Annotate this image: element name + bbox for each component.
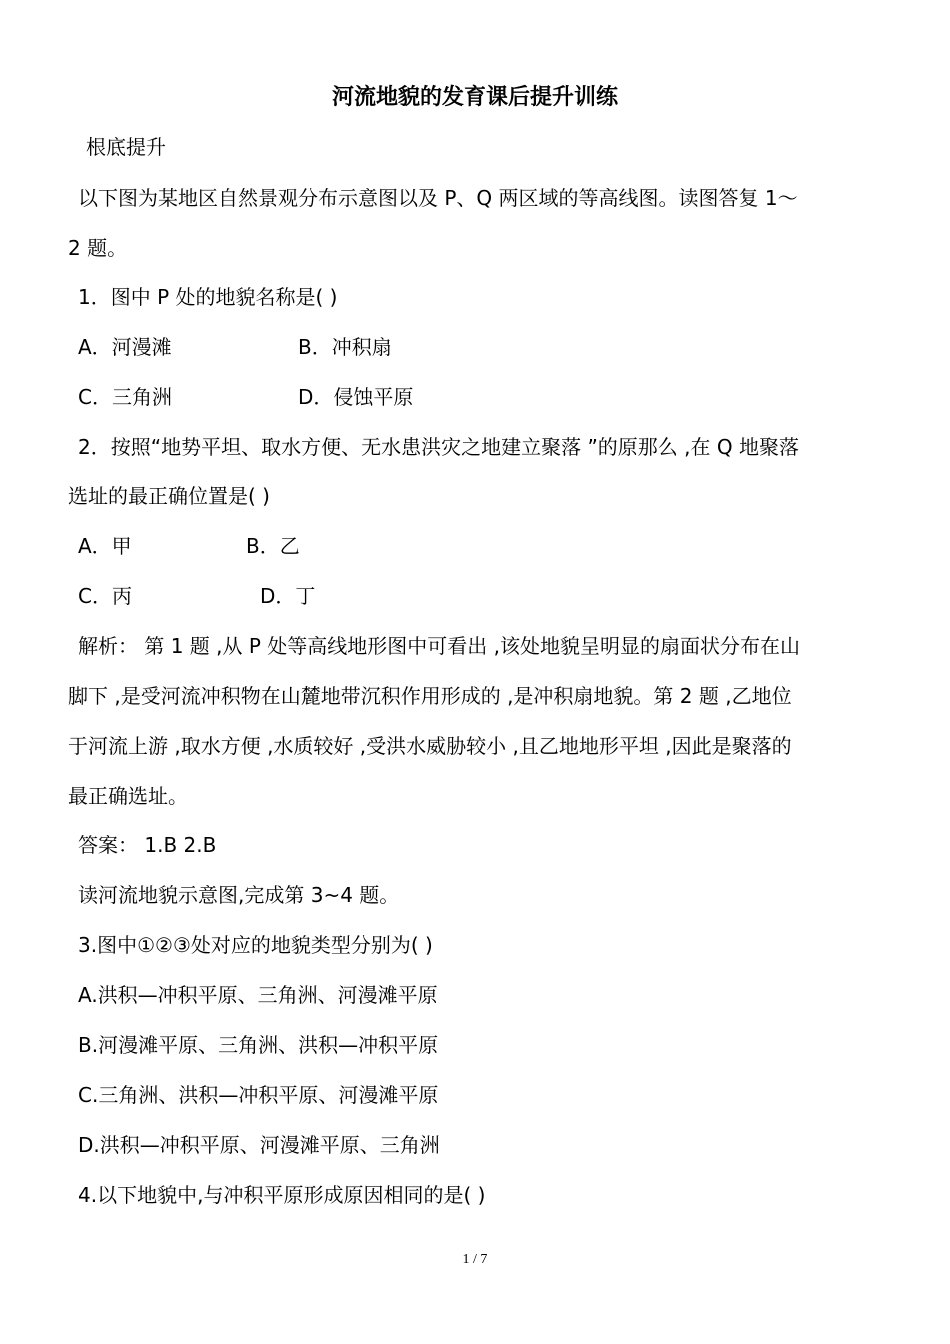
question-3-stem: 3.图中①②③处对应的地貌类型分别为( ) — [78, 933, 433, 957]
question-2-option-b: B．乙 — [246, 534, 300, 558]
analysis-line-1: 解析： 第 1 题 ,从 P 处等高线地形图中可看出 ,该处地貌呈明显的扇面状分布在山 — [78, 634, 801, 658]
question-2-stem-line-1: 2．按照“地势平坦、取水方便、无水患洪灾之地建立聚落 ”的原那么 ,在 Q 地聚落 — [78, 435, 799, 459]
question-1-option-c: C．三角洲 — [78, 385, 172, 409]
question-3-option-a: A.洪积—冲积平原、三角洲、河漫滩平原 — [78, 983, 438, 1007]
question-1-option-d: D．侵蚀平原 — [298, 385, 414, 409]
intro-paragraph-line-1: 以下图为某地区自然景观分布示意图以及 P、Q 两区域的等高线图。读图答复 1～ — [78, 186, 798, 210]
question-1-option-b: B．冲积扇 — [298, 335, 392, 359]
question-1-option-a: A．河漫滩 — [78, 335, 172, 359]
answer-line: 答案： 1.B 2.B — [78, 833, 217, 857]
intro-paragraph-line-2: 2 题。 — [68, 236, 128, 260]
intro-paragraph-2: 读河流地貌示意图,完成第 3~4 题。 — [78, 883, 400, 907]
analysis-line-3: 于河流上游 ,取水方便 ,水质较好 ,受洪水威胁较小 ,且乙地地形平坦 ,因此是聚落的 — [68, 734, 792, 758]
question-2-option-a: A．甲 — [78, 534, 132, 558]
question-1-stem: 1．图中 P 处的地貌名称是( ) — [78, 285, 338, 309]
question-2-stem-line-2: 选址的最正确位置是( ) — [68, 484, 270, 508]
question-3-option-d: D.洪积—冲积平原、河漫滩平原、三角洲 — [78, 1133, 440, 1157]
question-3-option-c: C.三角洲、洪积—冲积平原、河漫滩平原 — [78, 1083, 439, 1107]
document-title: 河流地貌的发育课后提升训练 — [331, 85, 618, 110]
question-3-option-b: B.河漫滩平原、三角洲、洪积—冲积平原 — [78, 1033, 439, 1057]
analysis-line-4: 最正确选址。 — [68, 784, 188, 808]
question-4-stem: 4.以下地貌中,与冲积平原形成原因相同的是( ) — [78, 1183, 486, 1207]
question-2-option-d: D．丁 — [260, 584, 316, 608]
question-2-options-row-2 — [78, 581, 316, 611]
question-2-option-c: C．丙 — [78, 584, 132, 608]
section-heading: 根底提升 — [86, 135, 166, 159]
question-2-options-row-1 — [78, 531, 300, 561]
question-1-options-row-1 — [78, 332, 392, 362]
question-1-options-row-2 — [78, 382, 414, 412]
analysis-line-2: 脚下 ,是受河流冲积物在山麓地带沉积作用形成的 ,是冲积扇地貌。第 2 题 ,乙地位 — [68, 684, 792, 708]
page-number: 1 / 7 — [462, 1252, 488, 1267]
